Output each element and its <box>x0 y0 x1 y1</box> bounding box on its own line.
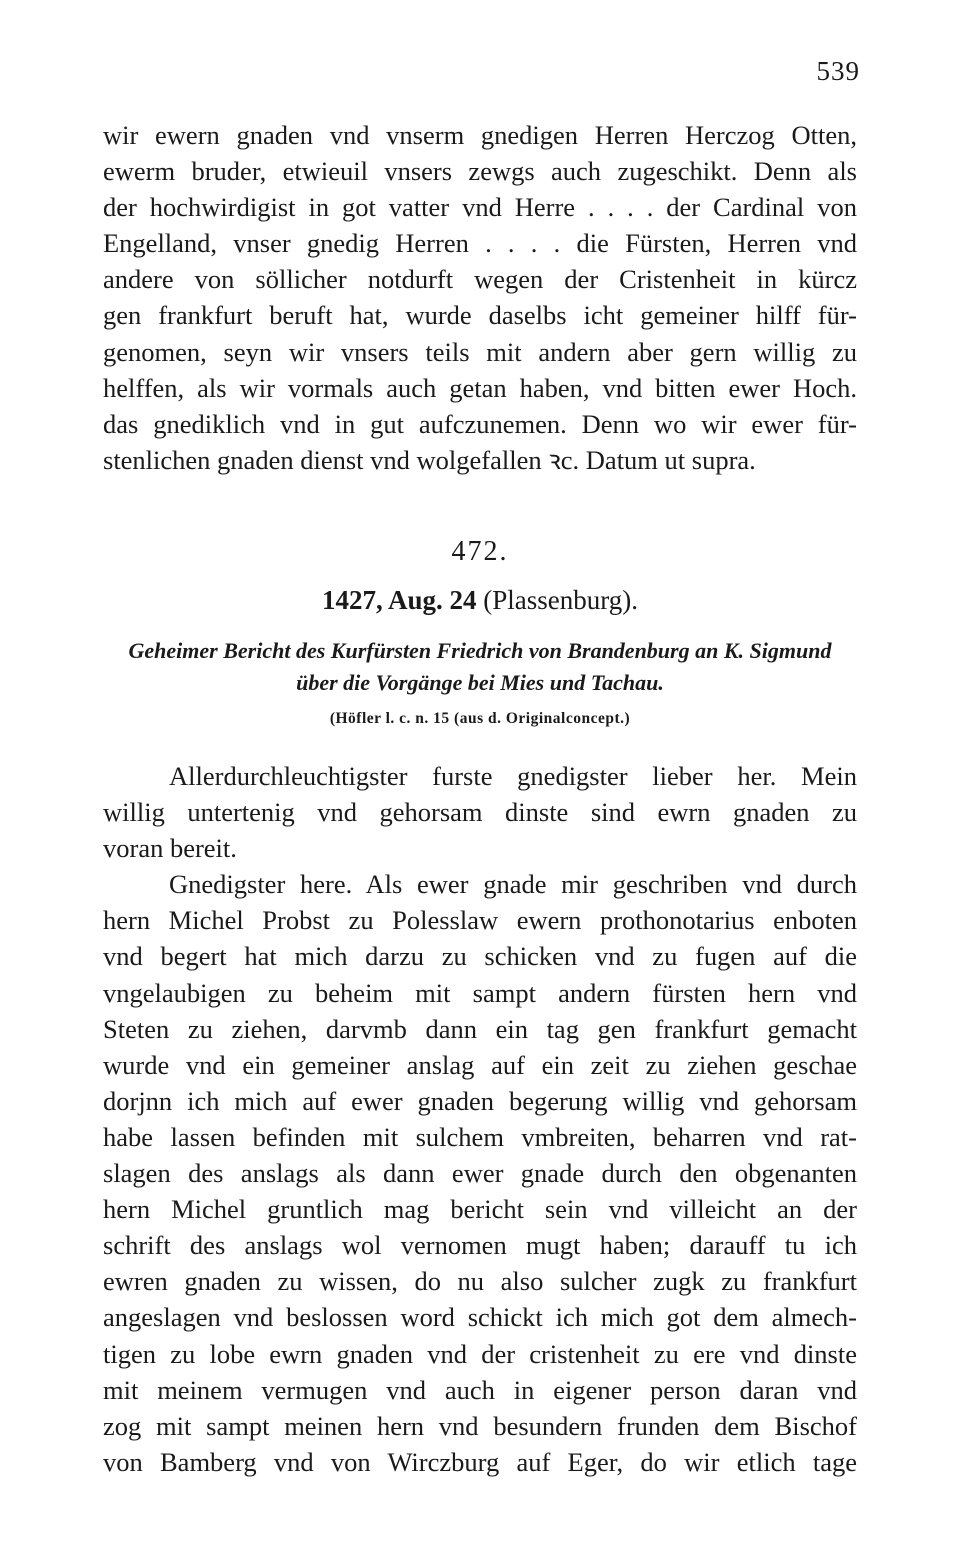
text-line: wurde vnd ein gemeiner anslag auf ein zeit zu ziehen geschae <box>103 1049 857 1080</box>
text-line: ewerm bruder, etwieuil vnsers zewgs auch zugeschikt. Denn als <box>103 156 857 187</box>
text-line: gen frankfurt beruft hat, wurde daselbs icht gemeiner hilff für- <box>103 300 857 331</box>
document-summary <box>0 635 960 699</box>
text-line: andere von söllicher notdurft wegen der Cristenheit in kürcz <box>103 264 857 295</box>
document-place: (Plassenburg). <box>483 585 639 615</box>
text-line: ewren gnaden zu wissen, do nu also sulcher zugk zu frankfurt <box>103 1266 857 1297</box>
text-line: Steten zu ziehen, darvmb dann ein tag gen frankfurt gemacht <box>103 1013 857 1044</box>
text-line: genomen, seyn wir vnsers teils mit andern aber gern willig zu <box>103 336 857 367</box>
page-number: 539 <box>816 56 860 86</box>
text-line: Engelland, vnser gnedig Herren . . . . die Fürsten, Herren vnd <box>103 228 857 259</box>
text-line: hern Michel Probst zu Polesslaw ewern prothonotarius enboten <box>103 905 857 936</box>
text-line: Gnedigster here. Als ewer gnade mir geschriben vnd durch <box>169 869 857 900</box>
text-line: voran bereit. <box>103 833 237 864</box>
document-number: 472. <box>451 536 509 567</box>
text-line: dorjnn ich mich auf ewer gnaden begerung willig vnd gehorsam <box>103 1085 857 1116</box>
text-line: schrift des anslags wol vernomen mugt haben; darauff tu ich <box>103 1230 857 1261</box>
text-line: zog mit sampt meinen hern vnd besundern frunden dem Bischof <box>103 1410 857 1441</box>
text-line: vnd begert hat mich darzu zu schicken vnd zu fugen auf die <box>103 941 857 972</box>
text-line: Allerdurchleuchtigster furste gnedigster lieber her. Mein <box>169 761 857 791</box>
text-line: der hochwirdigist in got vatter vnd Herre . . . . der Cardinal von <box>103 192 857 223</box>
text-line: vngelaubigen zu beheim mit sampt andern fürsten hern vnd <box>103 977 857 1008</box>
summary-line-1: Geheimer Bericht des Kurfürsten Friedrich von Brandenburg an K. Sigmund <box>128 638 832 663</box>
text-line: habe lassen befinden mit sulchem vmbreiten, beharren vnd rat- <box>103 1121 857 1152</box>
source-reference: (Höfler l. c. n. 15 (aus d. Originalconcept.) <box>329 710 631 727</box>
text-line: angeslagen vnd beslossen word schickt ich mich got dem almech- <box>103 1302 857 1333</box>
text-line: slagen des anslags als dann ewer gnade durch den obgenanten <box>103 1158 857 1189</box>
text-line: willig untertenig vnd gehorsam dinste sind ewrn gnaden zu <box>103 797 857 828</box>
text-line: von Bamberg vnd von Wirczburg auf Eger, do wir etlich tage <box>103 1446 857 1477</box>
text-line: tigen zu lobe ewrn gnaden vnd der cristenheit zu ere vnd dinste <box>103 1338 857 1369</box>
text-line: helffen, als wir vormals auch getan haben, vnd bitten ewer Hoch. <box>103 372 857 403</box>
continuation-paragraph <box>103 117 857 478</box>
document-date: 1427, Aug. 24 <box>321 585 477 615</box>
text-line: wir ewern gnaden vnd vnserm gnedigen Herren Herczog Otten, <box>103 120 857 150</box>
summary-line-2: über die Vorgänge bei Mies und Tachau. <box>296 670 664 695</box>
text-line: das gnediklich vnd in gut aufczunemen. Denn wo wir ewer für- <box>103 408 857 439</box>
text-line: hern Michel gruntlich mag bericht sein vnd villeicht an der <box>103 1194 857 1225</box>
document-dateline <box>0 585 960 616</box>
letter-body <box>103 758 857 1480</box>
text-line: mit meinem vermugen vnd auch in eigener person daran vnd <box>103 1374 857 1405</box>
text-line: stenlichen gnaden dienst vnd wolgefallen ꝛc. Datum ut supra. <box>103 444 756 475</box>
